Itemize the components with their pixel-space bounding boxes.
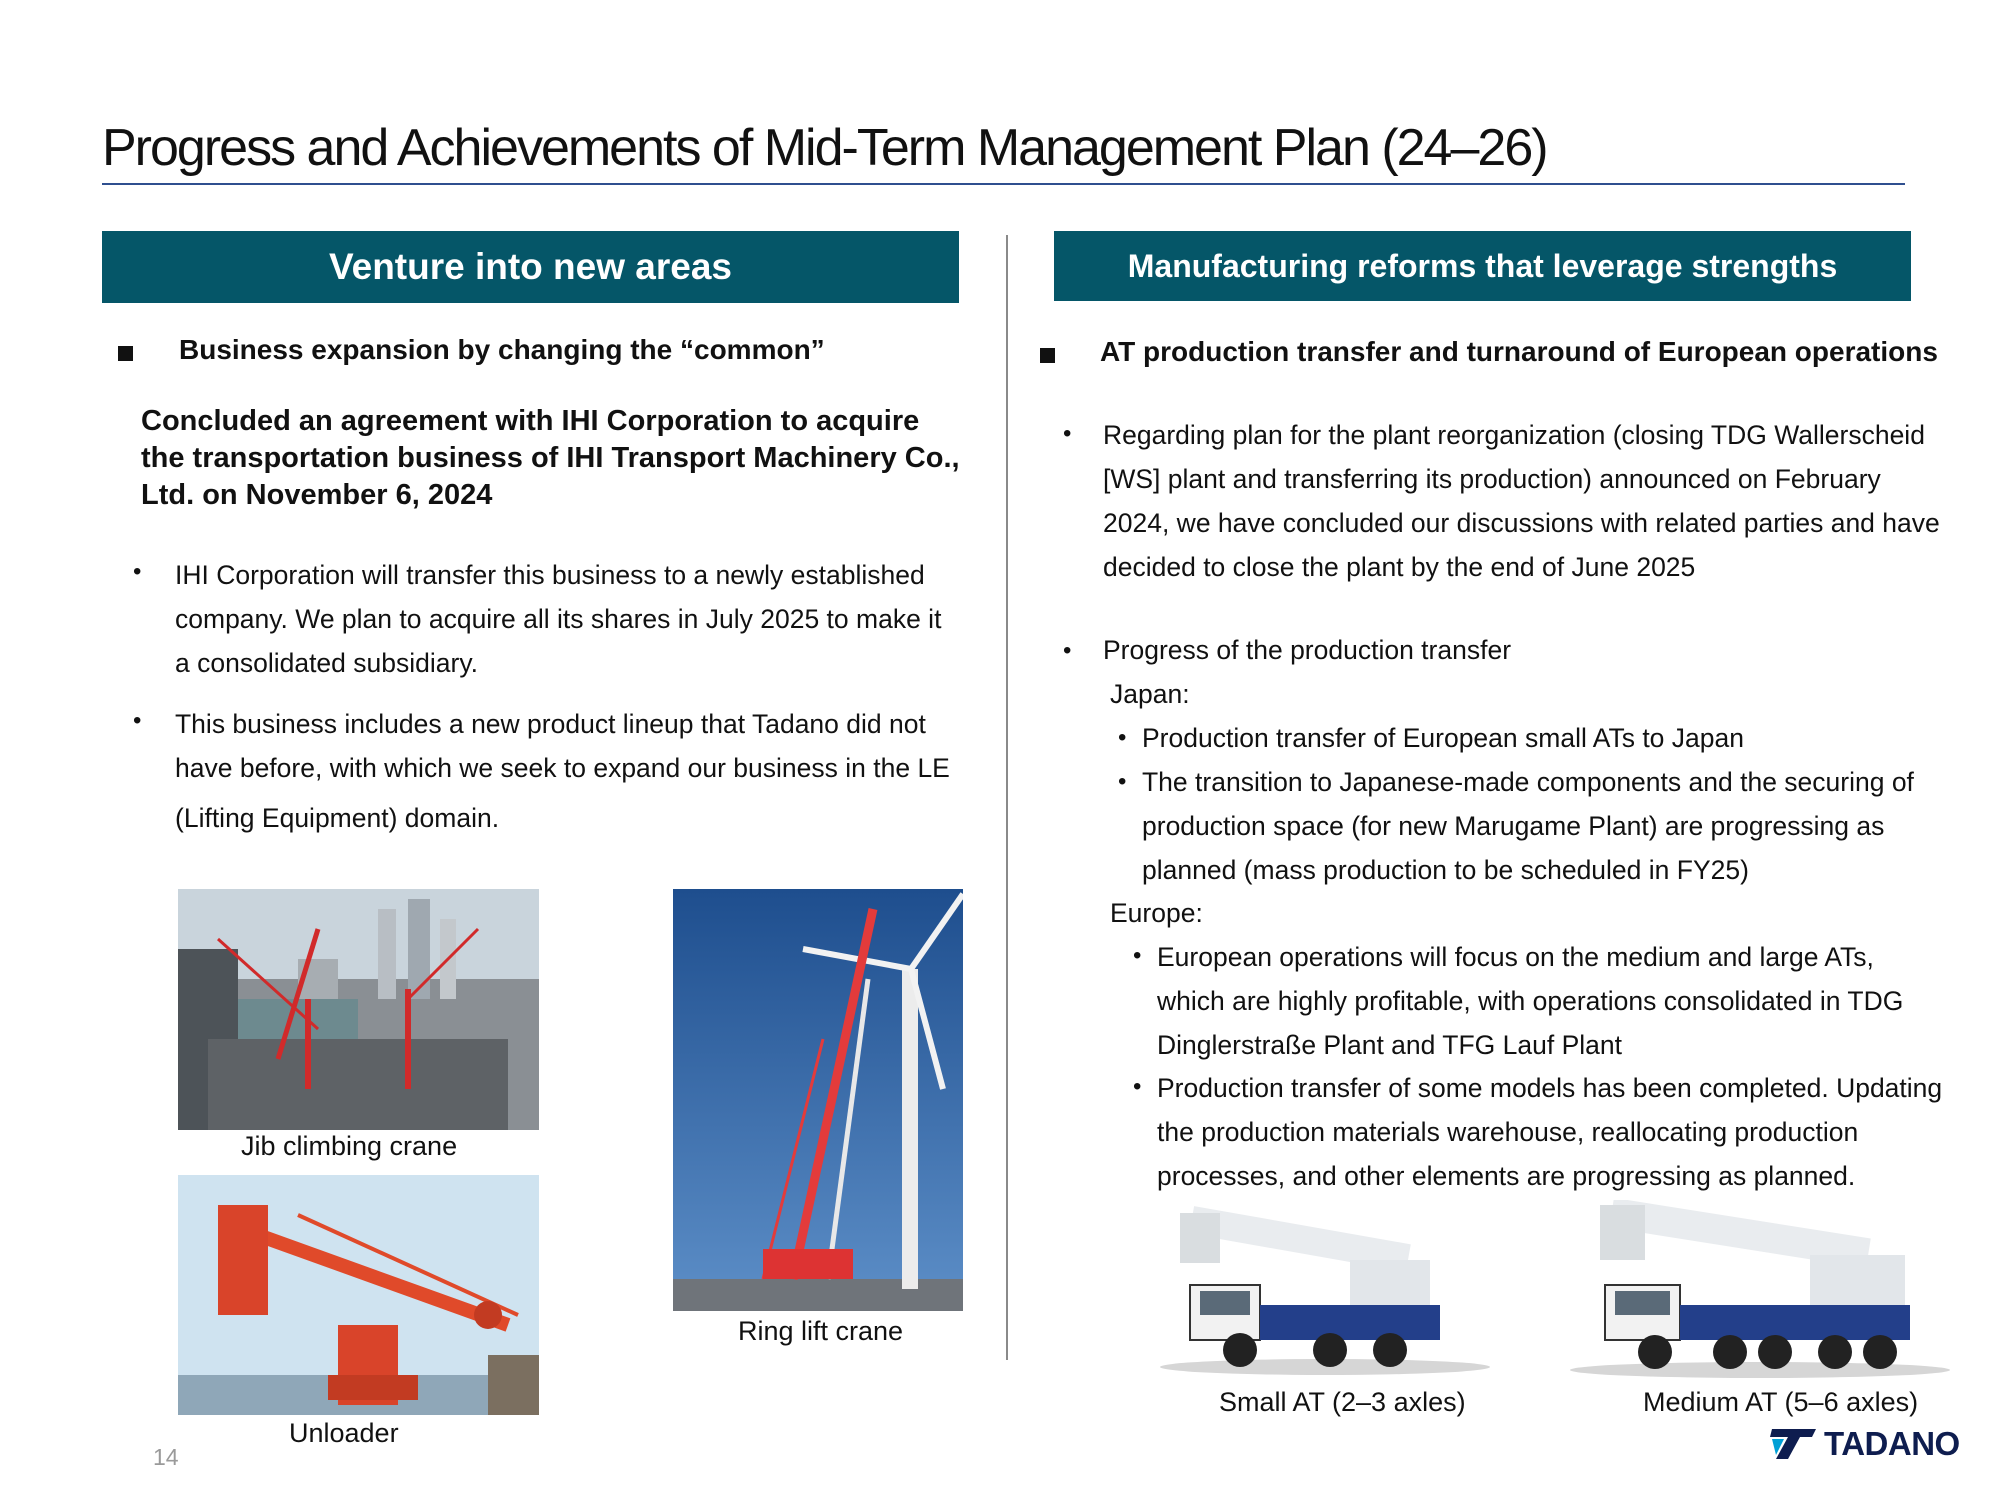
bullet-dot-icon: • [133,558,142,585]
jib-climbing-crane-caption: Jib climbing crane [241,1131,458,1161]
left-bullet-2 [175,702,1005,840]
medium-at-crane-image [1560,1200,1955,1378]
ring-lift-crane-photo [673,889,963,1311]
text-line: European operations will focus on the medium and large ATs, [1157,942,1874,972]
unloader-photo [178,1175,539,1415]
tadano-logo [1770,1424,1975,1464]
right-banner-label: Manufacturing reforms that leverage strengths [1127,247,1838,284]
page-number: 14 [153,1444,179,1470]
medium-at-caption: Medium AT (5–6 axles) [1643,1387,1919,1417]
bullet-dot-icon: • [133,707,142,734]
bullet-dot-icon: • [1063,420,1072,447]
page-title: Progress and Achievements of Mid-Term Management Plan (24–26) [102,119,1547,177]
text-line: which are highly profitable, with operations consolidated in TDG [1157,986,1904,1016]
text-line: production space (for new Marugame Plant) are progressing as [1142,811,1885,841]
text-line: This business includes a new product lineup that Tadano did not [175,709,926,739]
bullet-dot-icon: • [1133,1073,1142,1100]
japan-item-2 [1142,760,1914,892]
text-line: The transition to Japanese-made components and the securing of [1142,767,1914,797]
text-line: the production materials warehouse, reallocating production [1157,1117,1859,1147]
europe-label: Europe: [1110,898,1203,928]
left-banner-label: Venture into new areas [328,246,733,287]
right-heading: AT production transfer and turnaround of European operations [1100,336,1938,367]
right-banner [1054,231,1911,301]
left-lead-line: Ltd. on November 6, 2024 [141,479,493,511]
square-bullet-icon [118,346,133,361]
text-line: company. We plan to acquire all its shares in July 2025 to make it [175,604,942,634]
unloader-caption: Unloader [289,1418,399,1448]
right-bullet-1 [1103,413,1993,589]
left-bullet-1 [175,553,1005,685]
text-line: IHI Corporation will transfer this business to a newly established [175,560,925,590]
text-line: [WS] plant and transferring its production) announced on February [1103,464,1881,494]
japan-label: Japan: [1110,679,1190,709]
text-line: Regarding plan for the plant reorganization (closing TDG Wallerscheid [1103,420,1925,450]
tadano-mark-icon [1770,1429,1816,1459]
title-underline [102,183,1905,185]
europe-item-2 [1157,1066,1942,1198]
text-line: a consolidated subsidiary. [175,648,478,678]
europe-item-1 [1157,935,1903,1067]
small-at-caption: Small AT (2–3 axles) [1219,1387,1466,1417]
bullet-dot-icon: • [1118,724,1127,751]
jib-climbing-crane-photo [178,889,539,1130]
small-at-crane-image [1150,1205,1490,1375]
text-line: Dinglerstraße Plant and TFG Lauf Plant [1157,1030,1622,1060]
column-divider [1006,235,1008,1360]
left-banner [102,231,959,303]
left-lead-line: Concluded an agreement with IHI Corporation to acquire [141,405,920,437]
bullet-dot-icon: • [1133,942,1142,969]
text-line: have before, with which we seek to expand our business in the LE [175,753,950,783]
text-line: planned (mass production to be scheduled in FY25) [1142,855,1749,885]
text-line: 2024, we have concluded our discussions with related parties and have [1103,508,1940,538]
square-bullet-icon [1040,348,1055,363]
bullet-dot-icon: • [1063,637,1072,664]
text-line: decided to close the plant by the end of June 2025 [1103,552,1696,582]
left-heading: Business expansion by changing the “common” [179,334,825,365]
ring-lift-crane-caption: Ring lift crane [738,1316,904,1346]
left-lead [141,403,960,514]
japan-item-1: Production transfer of European small ATs to Japan [1142,723,1744,753]
right-bullet-2: Progress of the production transfer [1103,635,1512,665]
text-line: (Lifting Equipment) domain. [175,803,500,833]
bullet-dot-icon: • [1118,768,1127,795]
left-lead-line: the transportation business of IHI Transport Machinery Co., [141,442,960,474]
text-line: Production transfer of some models has been completed. Updating [1157,1073,1943,1103]
logo-wordmark: TADANO [1824,1425,1960,1462]
text-line: processes, and other elements are progressing as planned. [1157,1161,1856,1191]
